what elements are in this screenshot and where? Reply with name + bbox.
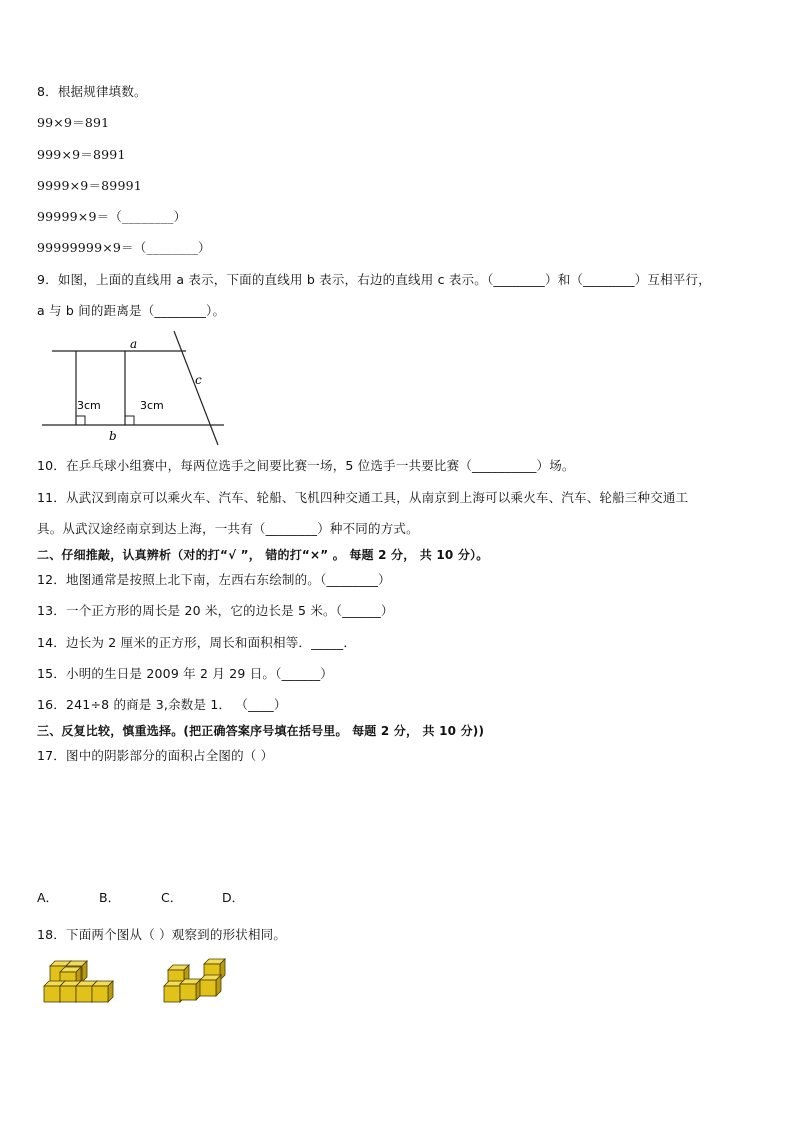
q11-line-2: 具。从武汉途经南京到达上海，一共有（________）种不同的方式。 <box>37 521 419 536</box>
q17-option-b[interactable]: B． <box>99 890 121 905</box>
q8-line-5: 99999999×9＝（________） <box>37 240 211 255</box>
q8-line-4: 99999×9＝（________） <box>37 209 187 224</box>
q8-title: 8．根据规律填数。 <box>37 84 147 99</box>
q18-cube-figure-left <box>40 956 110 1006</box>
q9-line-2: a 与 b 间的距离是（________）。 <box>37 303 226 318</box>
q18-cube-figure-right <box>160 956 230 1006</box>
q15: 15．小明的生日是 2009 年 2 月 29 日。（______） <box>37 666 333 681</box>
q14: 14．边长为 2 厘米的正方形，周长和面积相等．_____． <box>37 635 357 650</box>
cube <box>180 979 201 1000</box>
section-2-heading: 二、仔细推敲，认真辨析（对的打“√ ”， 错的打“×” 。 每题 2 分， 共 10 分）。 <box>37 548 489 562</box>
q9-line-1: 9．如图，上面的直线用 a 表示，下面的直线用 b 表示，右边的直线用 c 表示。（________）和（________）互相平行， <box>37 272 711 287</box>
q8-line-3: 9999×9＝89991 <box>37 178 142 193</box>
q13: 13．一个正方形的周长是 20 米，它的边长是 5 米。（______） <box>37 603 394 618</box>
q17-option-a[interactable]: A． <box>37 890 59 905</box>
q17-option-d[interactable]: D． <box>222 890 245 905</box>
q17-option-c[interactable]: C． <box>161 890 183 905</box>
cube <box>200 975 221 996</box>
q17: 17．图中的阴影部分的面积占全图的（ ） <box>37 748 274 763</box>
q10: 10．在乒乓球小组赛中，每两位选手之间要比赛一场，5 位选手一共要比赛（__________）场。 <box>37 458 575 473</box>
q9-parallel-lines-figure <box>38 328 228 448</box>
q12: 12．地图通常是按照上北下南，左西右东绘制的。（________） <box>37 572 391 587</box>
label-3cm-left: 3cm <box>77 399 101 412</box>
q16: 16．241÷8 的商是 3,余数是 1． （____） <box>37 697 287 712</box>
q8-line-1: 99×9＝891 <box>37 115 110 130</box>
section-3-heading: 三、反复比较，慎重选择。(把正确答案序号填在括号里。 每题 2 分， 共 10 分)) <box>37 724 485 738</box>
q11-line-1: 11．从武汉到南京可以乘火车、汽车、轮船、飞机四种交通工具，从南京到上海可以乘火车、汽车、轮船三种交通工 <box>37 490 689 505</box>
label-3cm-right: 3cm <box>140 399 164 412</box>
label-a: a <box>130 337 138 351</box>
q8-line-2: 999×9＝8991 <box>37 147 126 162</box>
label-c: c <box>195 373 202 387</box>
q18: 18．下面两个图从（ ）观察到的形状相同。 <box>37 927 287 942</box>
label-b: b <box>109 429 117 443</box>
cube <box>92 981 113 1002</box>
